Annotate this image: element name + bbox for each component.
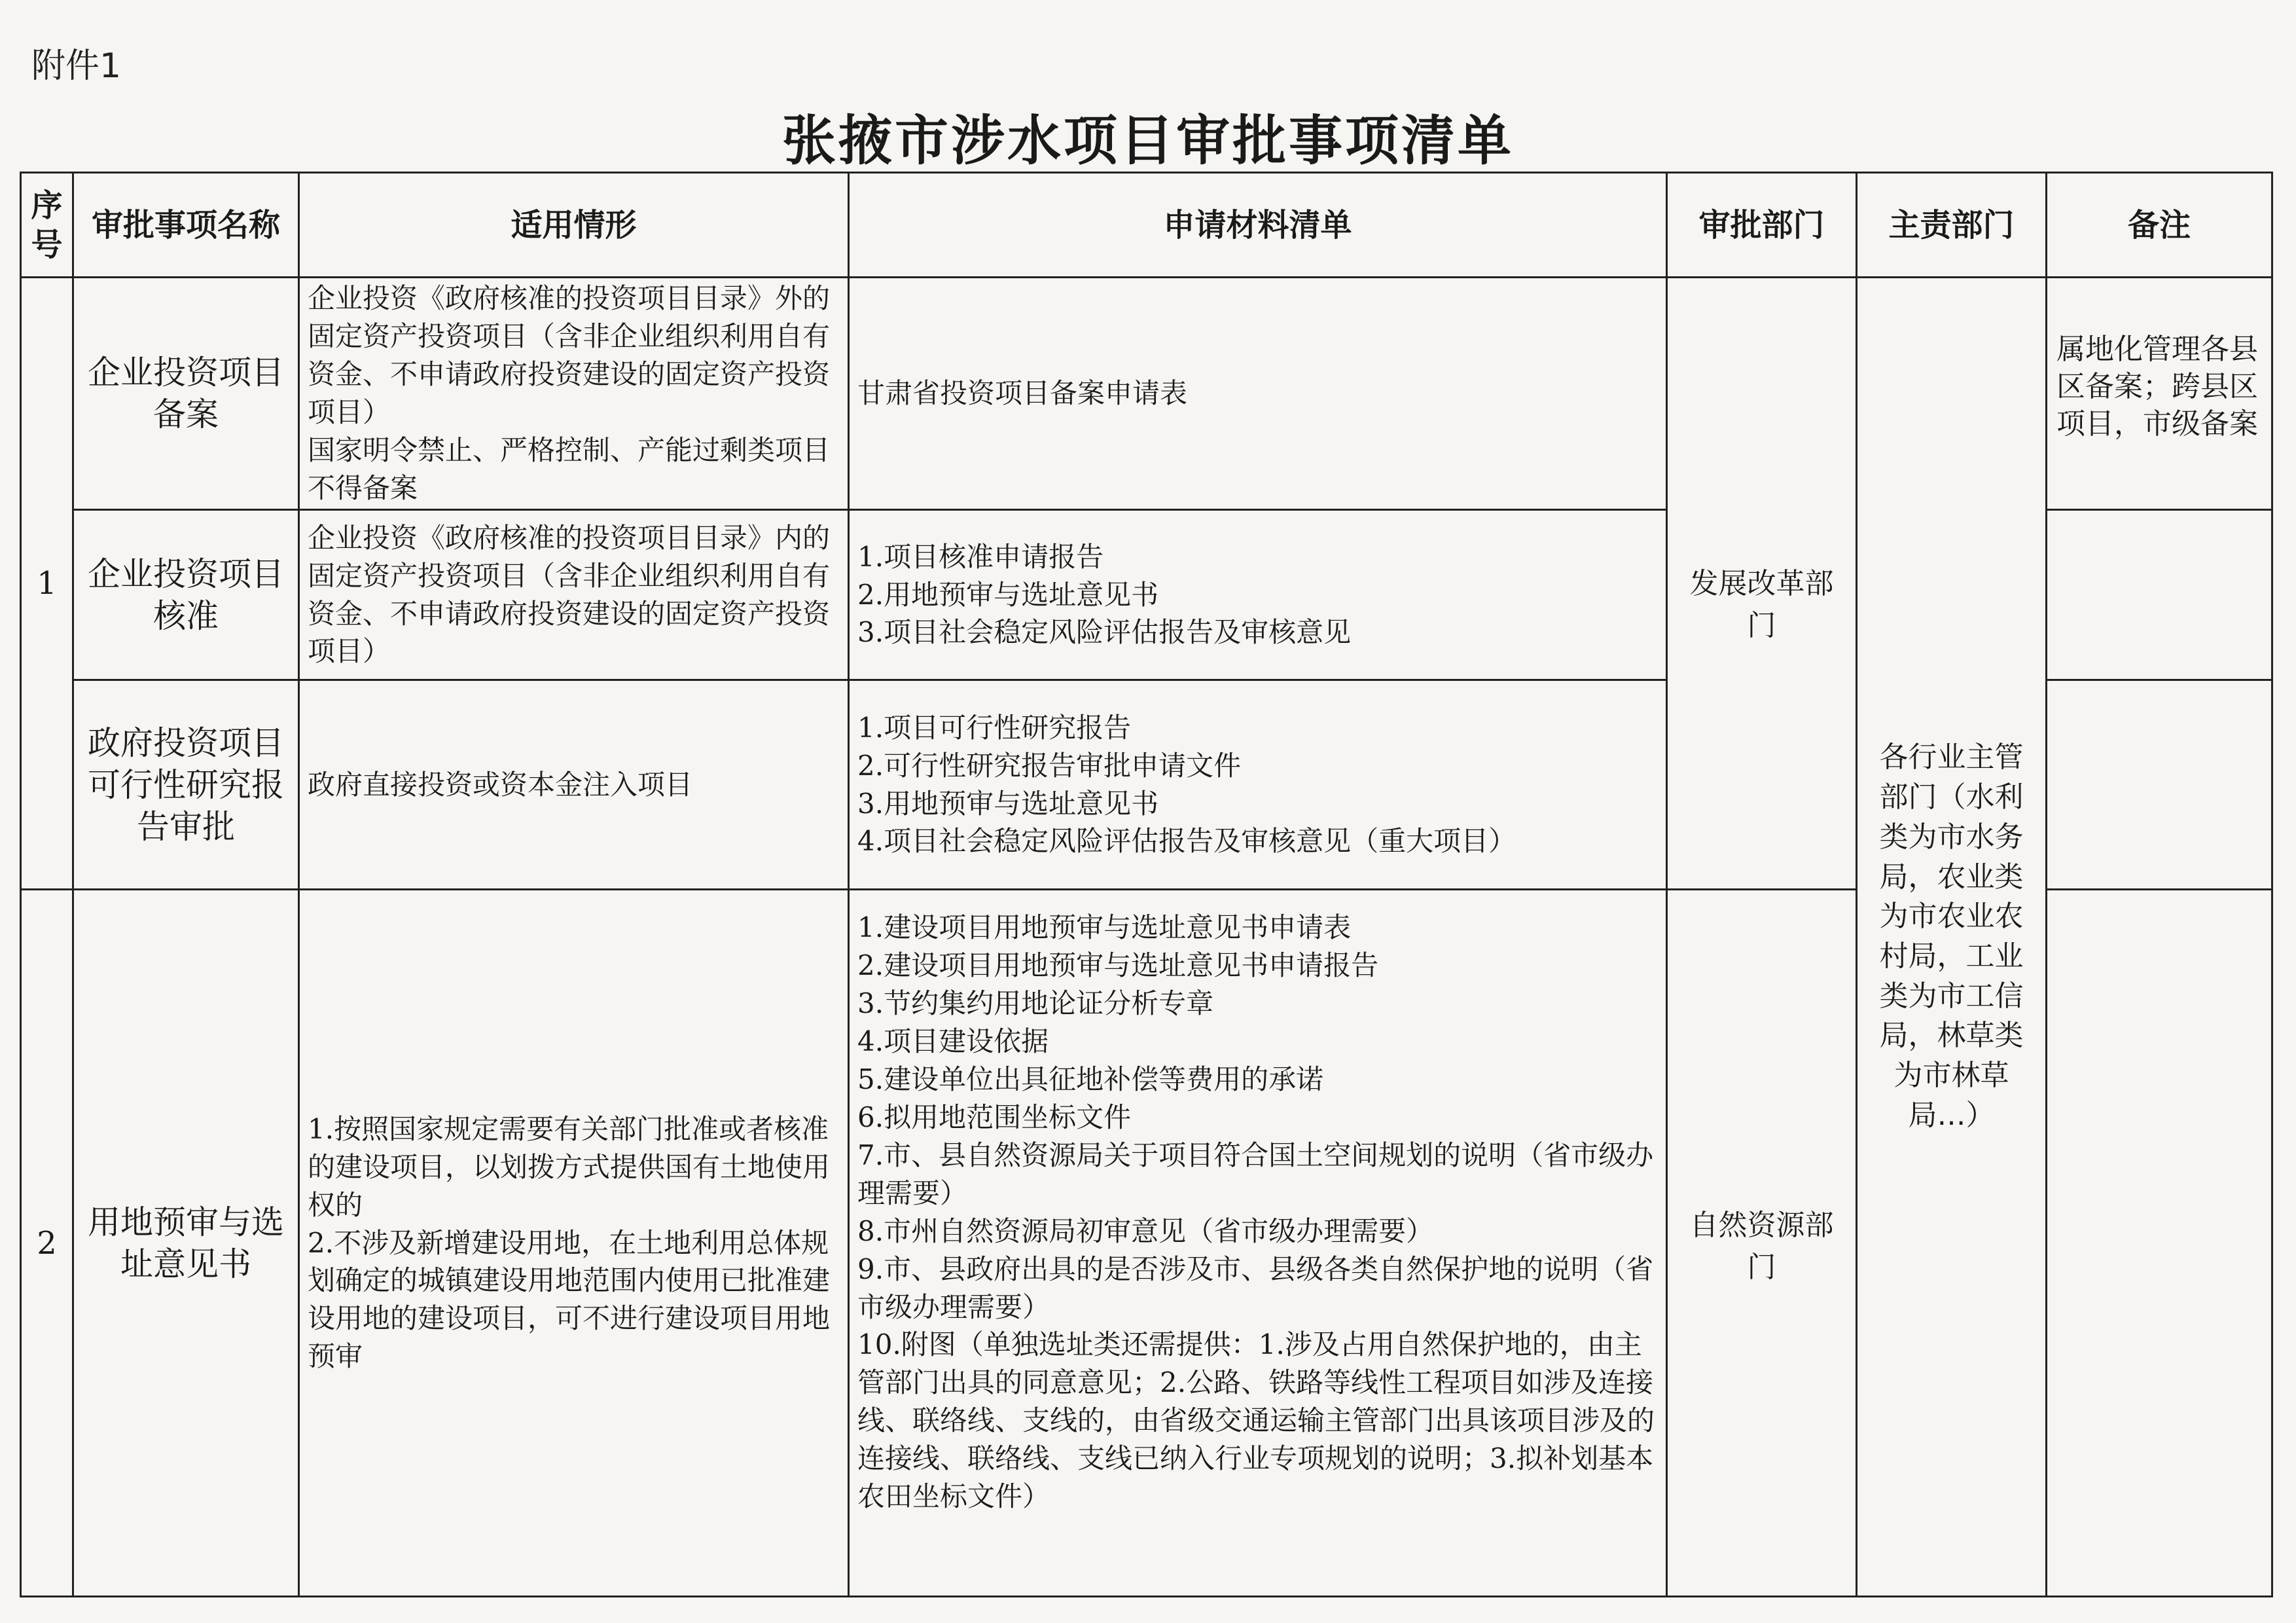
approval-table [20, 172, 2273, 1597]
attachment-label: 附件1 [31, 46, 122, 86]
item-name: 政府投资项目可行性研究报告审批 [73, 680, 299, 890]
header-situation: 适用情形 [299, 173, 849, 278]
header-seq: 序号 [21, 173, 73, 278]
remarks-cell [2047, 510, 2272, 680]
document-title: 张掖市涉水项目审批事项清单 [781, 109, 1514, 172]
approval-dept-text: 发展改革部门 [1689, 567, 1834, 642]
header-responsible-dept: 主责部门 [1857, 173, 2047, 278]
header-row [21, 173, 2272, 278]
situation-text: 1.按照国家规定需要有关部门批准或者核准的建设项目，以划拨方式提供国有土地使用权的 2.不涉及新增建设用地，在土地利用总体规划确定的城镇建设用地范围内使用已批准建设用地的建设项目，可不进行建设项目用地预审 [299, 890, 849, 1597]
item-name: 企业投资项目备案 [73, 278, 299, 510]
situation-text: 企业投资《政府核准的投资项目目录》外的固定资产投资项目（含非企业组织利用自有资金、不申请政府投资建设的固定资产投资项目） 国家明令禁止、严格控制、产能过剩类项目不得备案 [299, 278, 849, 510]
remarks-cell [2047, 890, 2272, 1597]
item-name: 企业投资项目核准 [73, 510, 299, 680]
materials-text: 甘肃省投资项目备案申请表 [849, 278, 1667, 510]
remarks-cell: 属地化管理各县区备案；跨县区项目，市级备案 [2047, 278, 2272, 510]
remarks-cell [2047, 680, 2272, 890]
header-remarks: 备注 [2047, 173, 2272, 278]
approval-dept: 自然资源部门 [1667, 890, 1857, 1597]
situation-text: 政府直接投资或资本金注入项目 [299, 680, 849, 890]
materials-text: 1.项目核准申请报告 2.用地预审与选址意见书 3.项目社会稳定风险评估报告及审核意见 [849, 510, 1667, 680]
responsible-dept: 各行业主管部门（水利类为市水务局，农业类为市农业农村局，工业类为市工信局，林草类为市林草局…） [1857, 278, 2047, 1597]
situation-text: 企业投资《政府核准的投资项目目录》内的固定资产投资项目（含非企业组织利用自有资金、不申请政府投资建设的固定资产投资项目） [299, 510, 849, 680]
row-seq: 2 [21, 890, 73, 1597]
row-seq: 1 [21, 278, 73, 890]
table-row [21, 278, 2272, 510]
header-materials: 申请材料清单 [849, 173, 1667, 278]
item-name: 用地预审与选址意见书 [73, 890, 299, 1597]
approval-dept [1667, 278, 1857, 890]
header-approval-dept: 审批部门 [1667, 173, 1857, 278]
materials-text: 1.建设项目用地预审与选址意见书申请表 2.建设项目用地预审与选址意见书申请报告 3.节约集约用地论证分析专章 4.项目建设依据 5.建设单位出具征地补偿等费用的承诺 6.拟用地范围坐标文件 7.市、县自然资源局关于项目符合国土空间规划的说明（省市级办理需要） 8.市州自然资源局初审意见（省市级办理需要） 9.市、县政府出具的是否涉及市、县级各类自然保护地的说明（省市级办理需要） 10.附图（单独选址类还需提供：1.涉及占用自然保护地的，由主管部门出具的同意意见；2.公路、铁路等线性工程项目如涉及连接线、联络线、支线的，由省级交通运输主管部门出具该项目涉及的连接线、联络线、支线已纳入行业专项规划的说明；3.拟补划基本农田坐标文件） [849, 890, 1667, 1597]
materials-text: 1.项目可行性研究报告 2.可行性研究报告审批申请文件 3.用地预审与选址意见书 4.项目社会稳定风险评估报告及审核意见（重大项目） [849, 680, 1667, 890]
header-name: 审批事项名称 [73, 173, 299, 278]
